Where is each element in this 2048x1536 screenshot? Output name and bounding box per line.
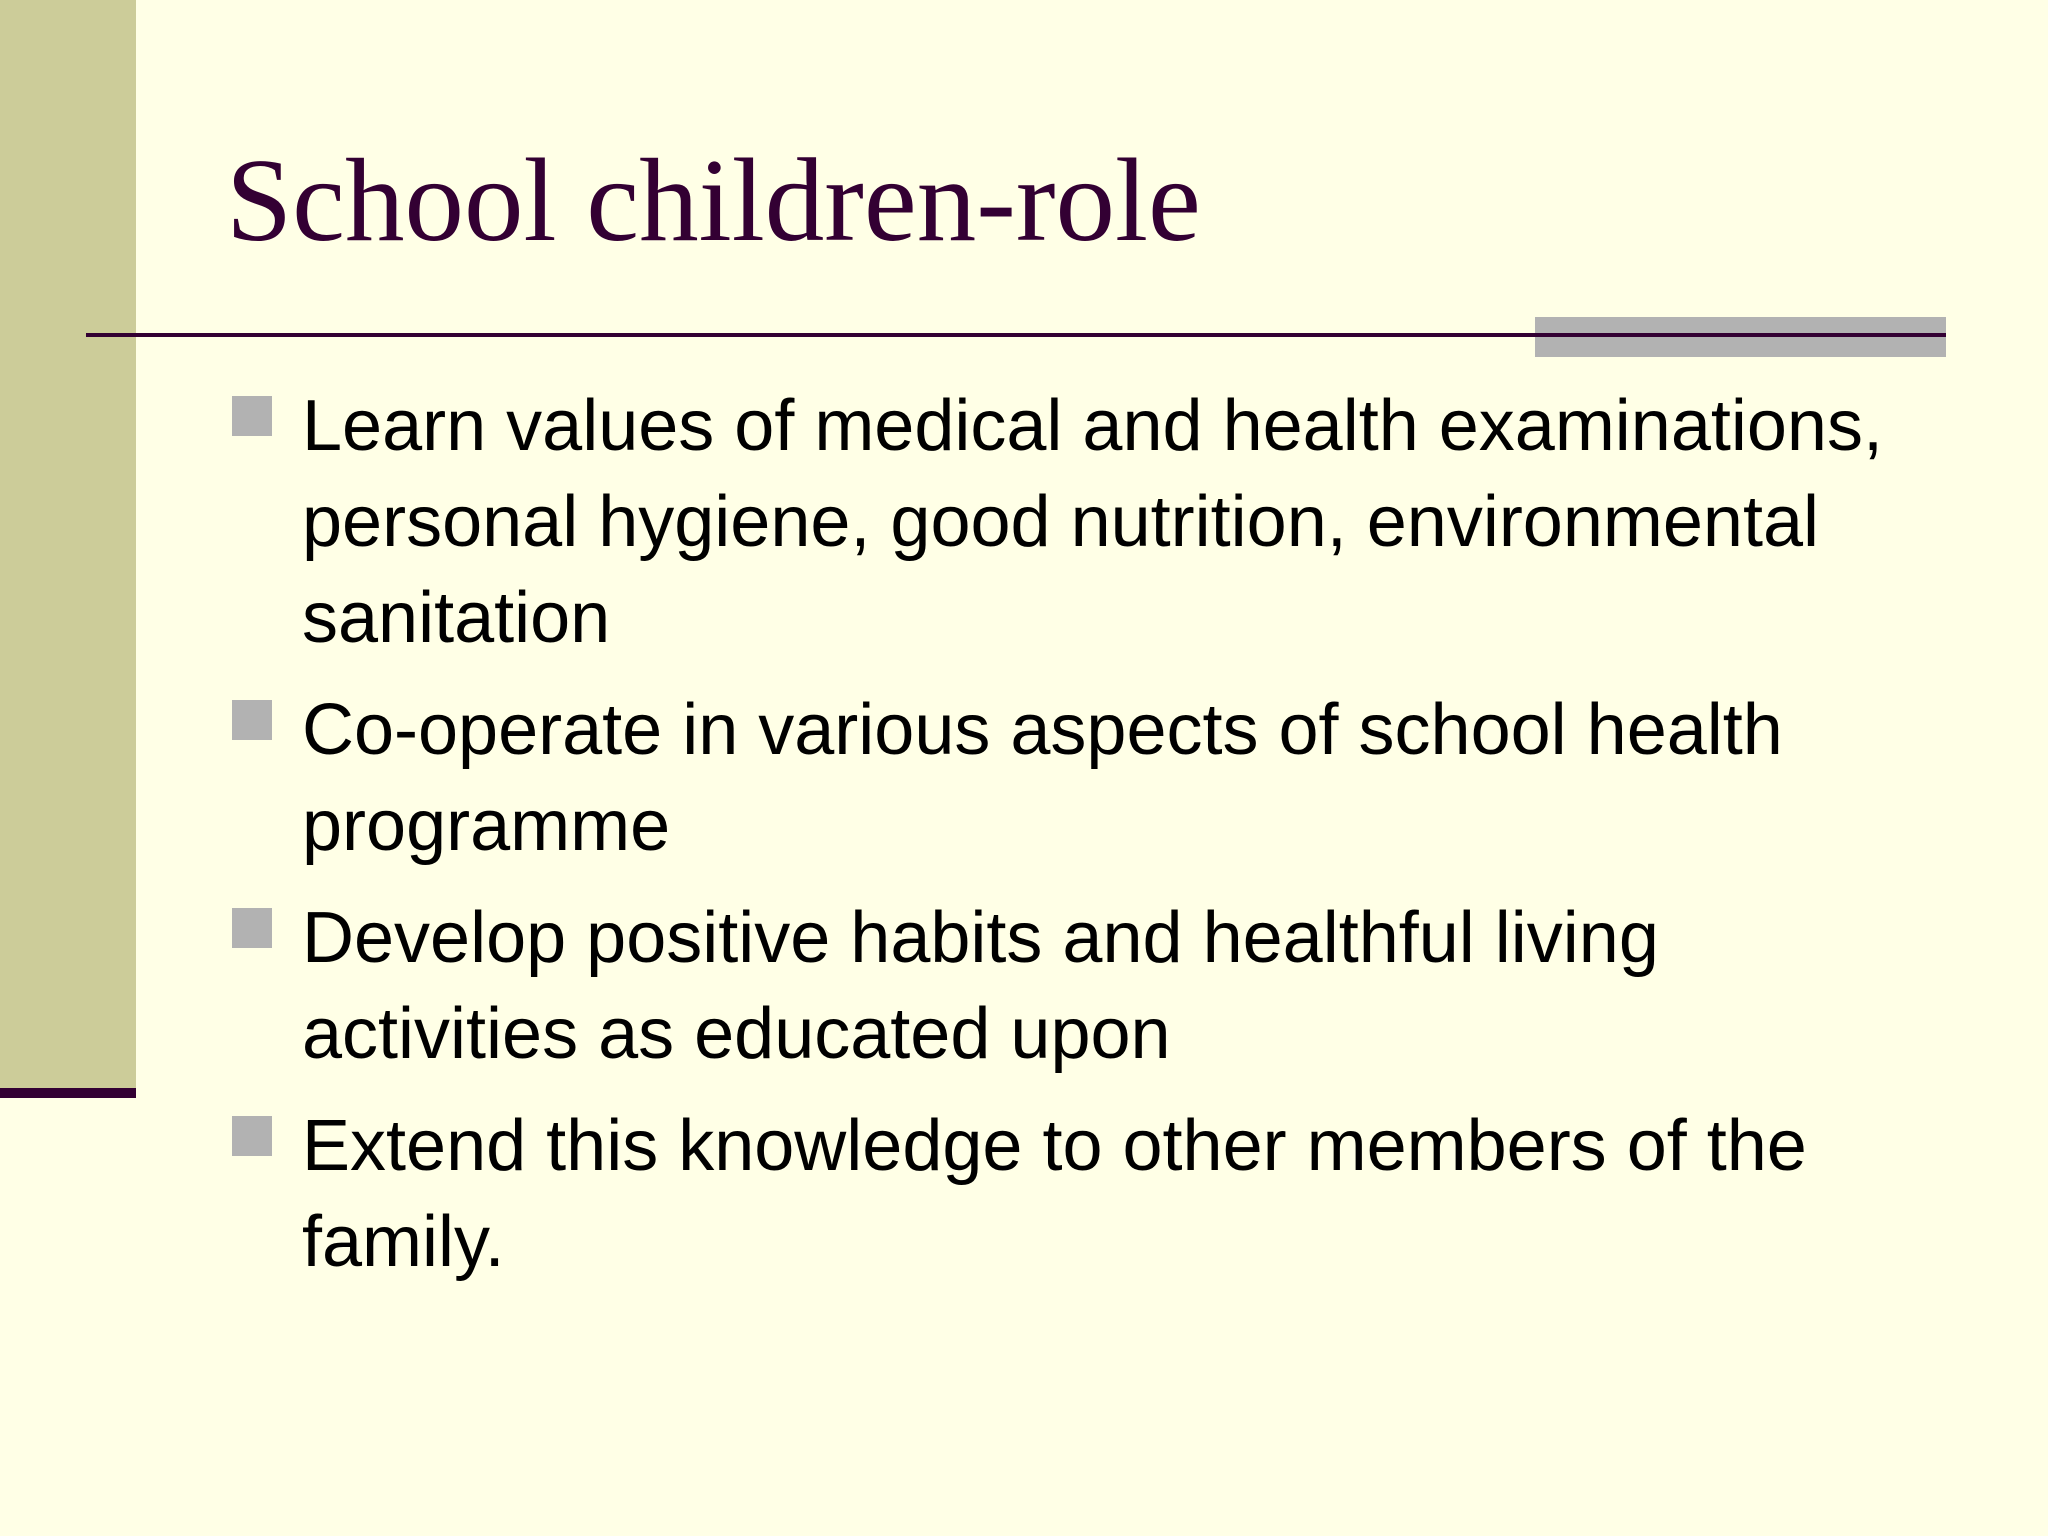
bullet-item [232,890,1932,1082]
bullet-item [232,1098,1932,1290]
left-band-bottom-rule [0,1088,136,1098]
title-rule-accent-block [1535,317,1946,357]
bullet-text: Extend this knowledge to other members of the family. [302,1106,1807,1282]
square-bullet-icon [232,908,272,948]
bullet-text: Co-operate in various aspects of school health programme [302,690,1783,866]
bullet-text: Learn values of medical and health examinations, personal hygiene, good nutrition, environmental sanitation [302,386,1883,658]
bullet-item [232,378,1932,666]
slide-title: School children-role [226,134,1201,266]
title-rule-accent-line [1535,333,1946,337]
bullet-item [232,682,1932,874]
left-decorative-band [0,0,136,1088]
square-bullet-icon [232,396,272,436]
square-bullet-icon [232,1116,272,1156]
bullet-list [232,378,1932,1306]
square-bullet-icon [232,700,272,740]
bullet-text: Develop positive habits and healthful living activities as educated upon [302,898,1659,1074]
